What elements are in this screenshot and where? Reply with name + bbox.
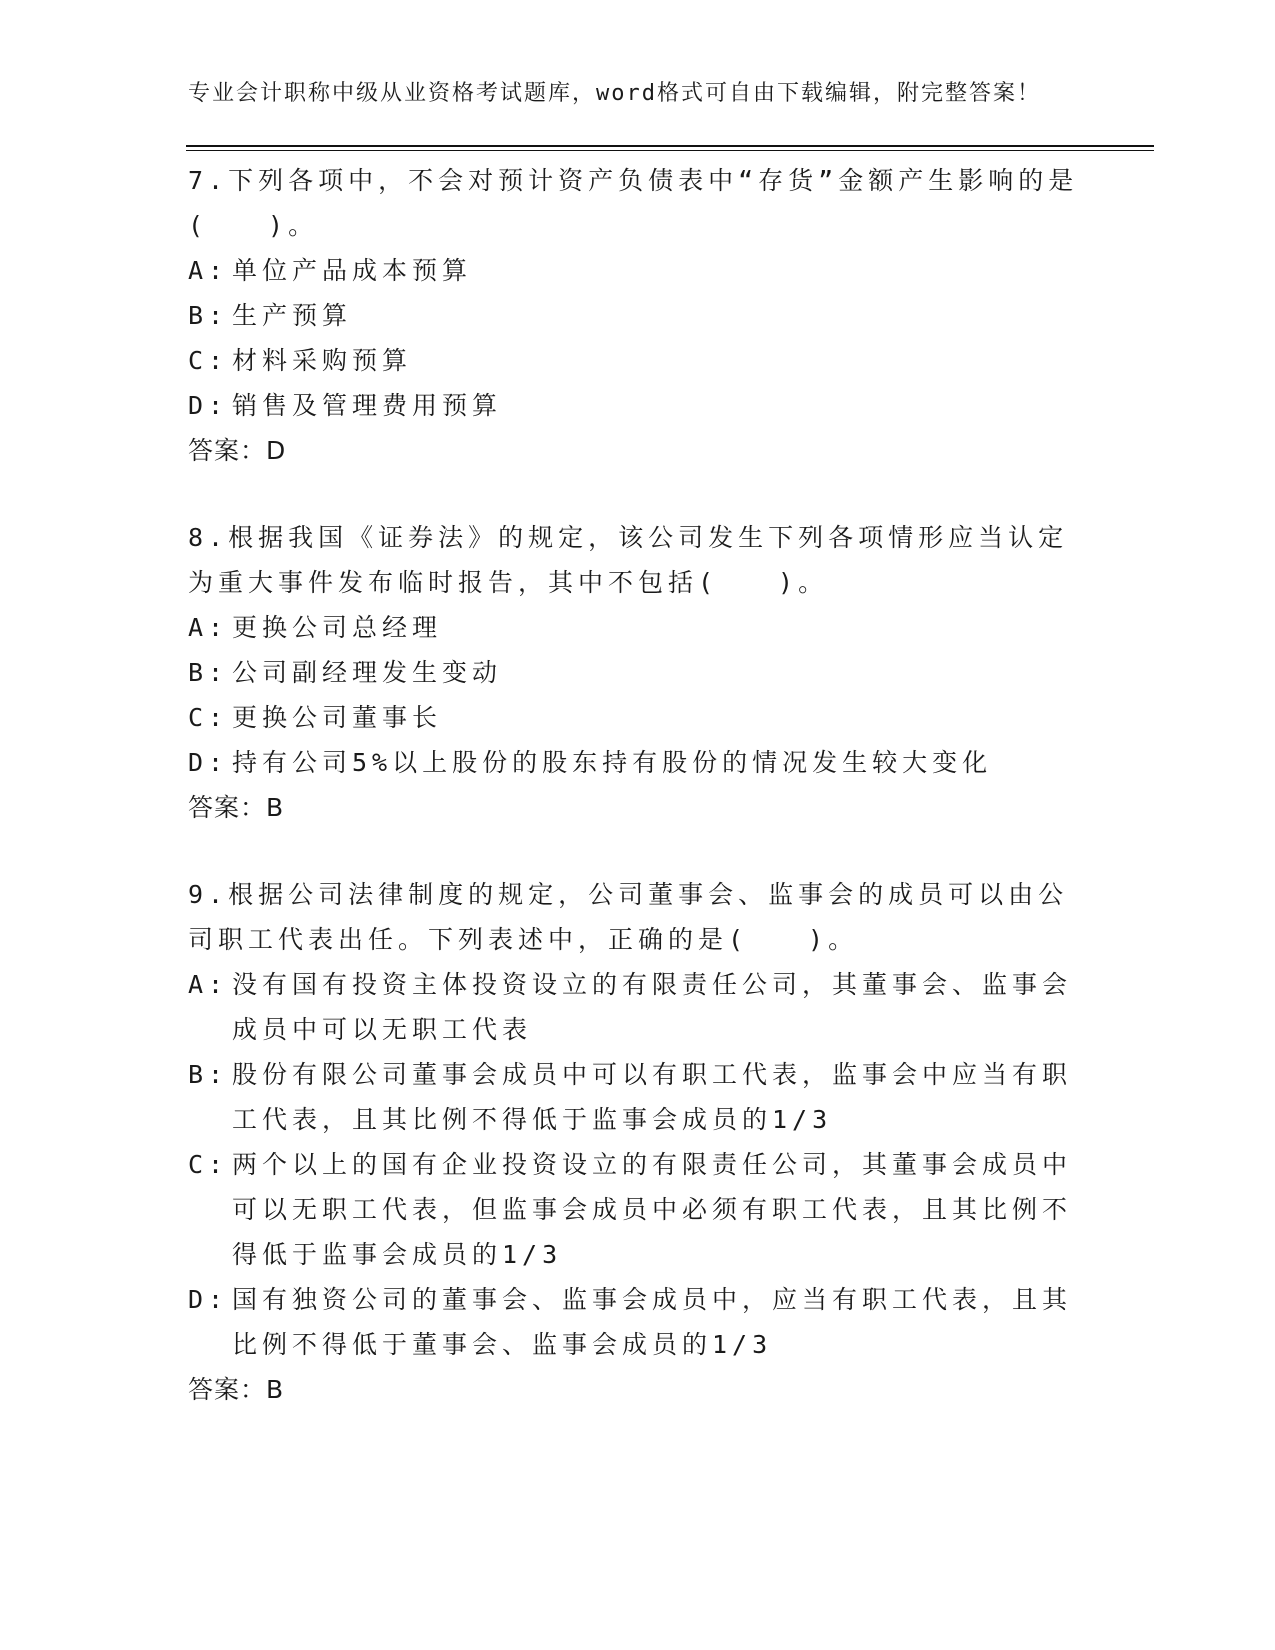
- question-text: 8.根据我国《证券法》的规定，该公司发生下列各项情形应当认定为重大事件发布临时报告，其中不包括( )。: [188, 523, 1069, 597]
- option-letter: C:: [188, 703, 229, 732]
- option-letter: A:: [188, 256, 229, 285]
- option-a: [188, 962, 1088, 1052]
- option-c: [188, 1142, 1088, 1277]
- header-rule-thin: [186, 150, 1154, 151]
- option-d: [188, 1277, 1088, 1367]
- option-letter: B:: [188, 1060, 229, 1089]
- question-9: [188, 872, 1088, 1412]
- option-text: 没有国有投资主体投资设立的有限责任公司，其董事会、监事会成员中可以无职工代表: [232, 970, 1073, 1044]
- option-text: 股份有限公司董事会成员中可以有职工代表，监事会中应当有职工代表，且其比例不得低于监事会成员的1/3: [232, 1060, 1073, 1134]
- option-letter: A:: [188, 613, 229, 642]
- option-b: [188, 293, 1088, 338]
- page-header: 专业会计职称中级从业资格考试题库，word格式可自由下载编辑，附完整答案！: [188, 81, 1041, 106]
- question-text: 7.下列各项中，不会对预计资产负债表中“存货”金额产生影响的是( )。: [188, 166, 1079, 240]
- option-text: 单位产品成本预算: [232, 256, 473, 285]
- option-text: 持有公司5%以上股份的股东持有股份的情况发生较大变化: [232, 748, 993, 777]
- option-c: [188, 695, 1088, 740]
- question-list: [188, 158, 1088, 1454]
- answer-line: 答案：D: [188, 436, 287, 465]
- question-text: 9.根据公司法律制度的规定，公司董事会、监事会的成员可以由公司职工代表出任。下列表述中，正确的是( )。: [188, 880, 1069, 954]
- option-a: [188, 605, 1088, 650]
- option-text: 公司副经理发生变动: [232, 658, 503, 687]
- option-text: 两个以上的国有企业投资设立的有限责任公司，其董事会成员中可以无职工代表，但监事会成员中必须有职工代表，且其比例不得低于监事会成员的1/3: [232, 1150, 1073, 1269]
- option-letter: D:: [188, 748, 229, 777]
- option-d: [188, 383, 1088, 428]
- option-b: [188, 1052, 1088, 1142]
- option-letter: D:: [188, 1285, 229, 1314]
- option-text: 材料采购预算: [232, 346, 413, 375]
- option-text: 国有独资公司的董事会、监事会成员中，应当有职工代表，且其比例不得低于董事会、监事会成员的1/3: [232, 1285, 1073, 1359]
- option-text: 更换公司董事长: [232, 703, 443, 732]
- option-letter: A:: [188, 970, 229, 999]
- option-b: [188, 650, 1088, 695]
- option-d: [188, 740, 1088, 785]
- answer-line: 答案：B: [188, 793, 285, 822]
- option-letter: C:: [188, 346, 229, 375]
- question-7: [188, 158, 1088, 473]
- option-letter: B:: [188, 301, 229, 330]
- option-letter: C:: [188, 1150, 229, 1179]
- answer-line: 答案：B: [188, 1375, 285, 1404]
- option-a: [188, 248, 1088, 293]
- option-text: 更换公司总经理: [232, 613, 443, 642]
- question-8: [188, 515, 1088, 830]
- option-letter: B:: [188, 658, 229, 687]
- option-text: 生产预算: [232, 301, 353, 330]
- option-letter: D:: [188, 391, 229, 420]
- header-rule-thick: [186, 145, 1154, 147]
- option-text: 销售及管理费用预算: [232, 391, 503, 420]
- option-c: [188, 338, 1088, 383]
